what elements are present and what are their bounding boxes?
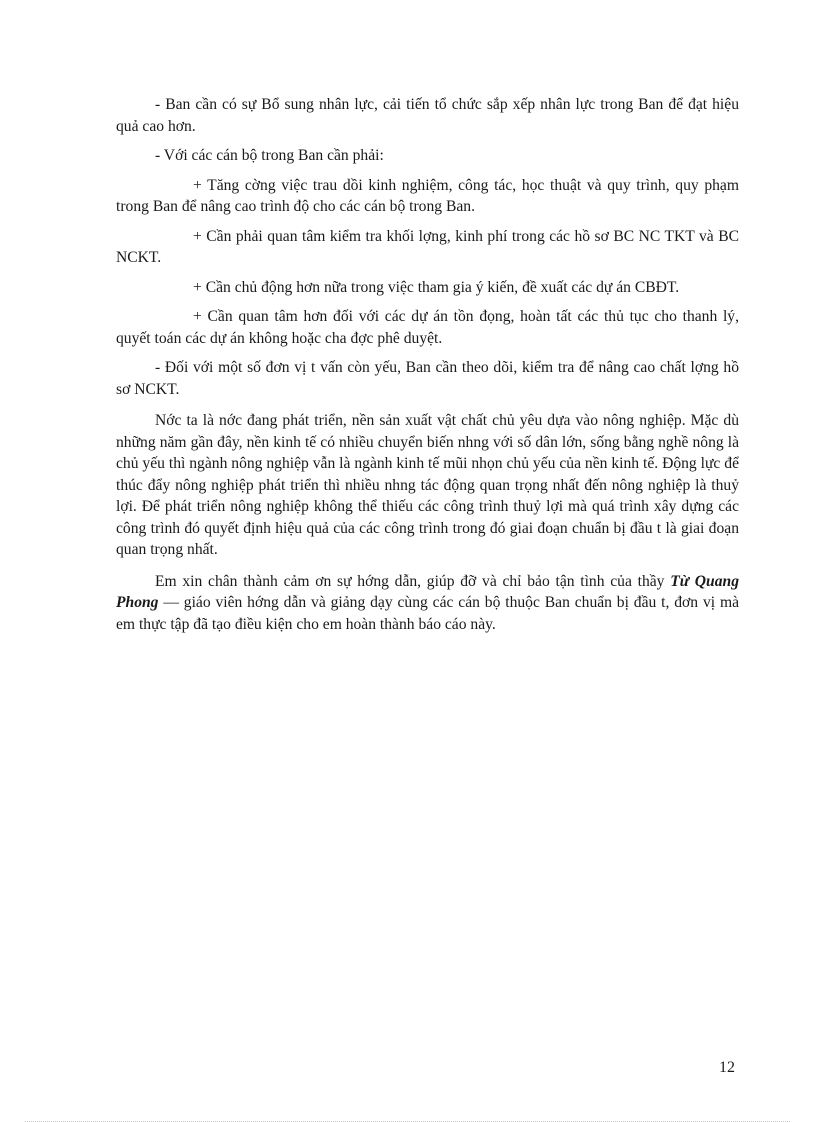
paragraph-acknowledgement [116,571,739,636]
page-number: 12 [719,1059,735,1076]
document-body [116,94,739,643]
advisor-name: Từ Quang Phong [116,572,739,611]
paragraph-agriculture: Nớc ta là nớc đang phát triển, nền sản xuất vật chất chủ yêu dựa vào nông nghiệp. Mặc dù những năm gần đây, nền kinh tế có nhiều chuyển biến nhng với số dân lớn, sống bằng nghề nông là chủ yếu thì ngành nông nghiệp vẫn là ngành kinh tế mũi nhọn chủ yếu của nền kinh tế. Động lực để thúc đẩy nông nghiệp phát triển thì nhiều nhng tác động quan trọng nhất đến nông nghiệp là thuỷ lợi. Để phát triển nông nghiệp không thể thiếu các công trình thuỷ lợi mà quá trình xây dựng các công trình đó quyết định hiệu quả của các công trình trong đó giai đoạn chuẩn bị đầu t là giai đoạn quan trọng nhất. [116,412,739,558]
paragraph-bullet-pending-projects: + Cần quan tâm hơn đối với các dự án tồn đọng, hoàn tất các thủ tục cho thanh lý, quyết toán các dự án không hoặc cha đợc phê duyệt. [116,308,739,347]
paragraph-bullet-experience: + Tăng cờng việc trau dồi kinh nghiệm, công tác, học thuật và quy trình, quy phạm trong Ban để nâng cao trình độ cho các cán bộ trong Ban. [116,176,739,215]
paragraph-staff-requirements: - Với các cán bộ trong Ban cần phải: [155,147,384,164]
paragraph-bullet-volume-check: + Cần phải quan tâm kiểm tra khối lợng, kinh phí trong các hồ sơ BC NC TKT và BC NCKT. [116,227,739,266]
page-bottom-divider [25,1121,790,1122]
acknowledgement-text-end: — giáo viên hớng dẫn và giảng dạy cùng các cán bộ thuộc Ban chuẩn bị đầu t, đơn vị mà em thực tập đã tạo điều kiện cho em hoàn thành báo cáo này. [116,594,739,633]
paragraph-consultants: - Đối với một số đơn vị t vấn còn yếu, Ban cần theo dõi, kiểm tra để nâng cao chất lợng hồ sơ NCKT. [116,359,739,398]
acknowledgement-text-start: Em xin chân thành cảm ơn sự hớng dẫn, giúp đỡ và chỉ bảo tận tình của thầy [155,572,671,590]
paragraph-staffing: - Ban cần có sự Bổ sung nhân lực, cải tiến tổ chức sắp xếp nhân lực trong Ban để đạt hiệu quả cao hơn. [116,96,739,135]
paragraph-bullet-proactive: + Cần chủ động hơn nữa trong việc tham gia ý kiến, đề xuất các dự án CBĐT. [193,278,680,296]
